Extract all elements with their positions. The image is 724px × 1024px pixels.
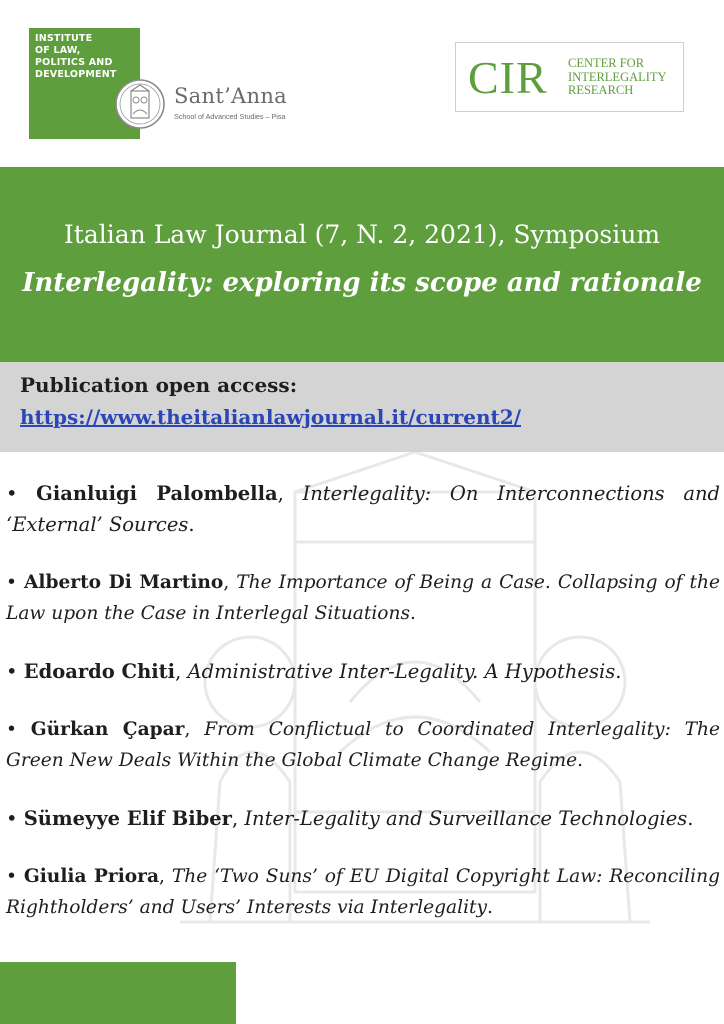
list-item (6, 803, 720, 834)
cir-logo (455, 42, 684, 112)
cir-line: INTERLEGALITY (568, 69, 667, 84)
end-punctuation: . (615, 660, 622, 683)
cir-line: RESEARCH (568, 83, 634, 97)
end-punctuation: . (577, 750, 584, 771)
bullet: • (6, 719, 17, 740)
bullet: • (6, 866, 17, 887)
author-name: Edoardo Chiti (23, 660, 176, 683)
separator: , (184, 719, 205, 740)
separator: , (175, 660, 188, 683)
bullet: • (6, 807, 18, 830)
bullet: • (6, 482, 18, 505)
separator: , (277, 482, 303, 505)
article-title: From Conflictual to Coordinated Interlegality: The Green New Deals Within the Global Climate Change Regime (6, 719, 721, 771)
institute-line: POLITICS AND (35, 57, 113, 68)
list-item (6, 567, 720, 629)
open-access-label: Publication open access: (20, 373, 298, 397)
article-list (6, 478, 720, 950)
list-item (6, 478, 720, 540)
author-name: Gürkan Çapar (30, 719, 185, 740)
author-name: Gianluigi Palombella (36, 482, 278, 505)
institute-logo-text (35, 33, 135, 81)
end-punctuation: . (687, 807, 694, 830)
institute-line: OF LAW, (35, 45, 81, 56)
separator: , (231, 807, 245, 830)
title-banner (0, 167, 724, 362)
end-punctuation: . (410, 603, 416, 624)
cir-line: CENTER FOR (568, 56, 645, 70)
list-item (6, 861, 720, 923)
end-punctuation: . (188, 513, 195, 536)
list-item (6, 656, 720, 687)
bullet: • (6, 572, 17, 593)
article-title: The Importance of Being a Case. Collapsing of the Law upon the Case in Interlegal Situations (6, 572, 720, 624)
author-name: Sümeyye Elif Biber (23, 807, 232, 830)
cir-logo-text (568, 57, 667, 98)
open-access-link[interactable]: https://www.theitalianlawjournal.it/current2/ (20, 405, 521, 429)
list-item (6, 714, 720, 776)
article-title: Interlegality: On Interconnections and ‘External’ Sources (6, 482, 720, 536)
article-title: The ‘Two Suns’ of EU Digital Copyright Law: Reconciling Rightholders’ and Users’ Interests via Interlegality (6, 866, 721, 918)
school-name: Sant’Anna (174, 84, 287, 108)
separator: , (223, 572, 237, 593)
end-punctuation: . (487, 897, 493, 918)
article-title: Inter-Legality and Surveillance Technologies (244, 807, 688, 830)
cir-logo-mark: CIR (468, 52, 548, 103)
school-subtitle: School of Advanced Studies – Pisa (174, 112, 286, 121)
author-name: Alberto Di Martino (23, 572, 224, 593)
author-name: Giulia Priora (23, 866, 160, 887)
journal-title: Italian Law Journal (7, N. 2, 2021), Symposium (63, 220, 661, 249)
institute-line: DEVELOPMENT (35, 69, 117, 80)
bullet: • (6, 660, 18, 683)
symposium-subtitle: Interlegality: exploring its scope and rationale (22, 268, 702, 298)
santanna-seal-icon (114, 78, 166, 130)
separator: , (159, 866, 172, 887)
institute-line: INSTITUTE (35, 33, 93, 44)
open-access-section (0, 362, 724, 452)
article-title: Administrative Inter-Legality. A Hypothesis (187, 660, 616, 683)
footer-accent-bar (0, 962, 236, 1024)
